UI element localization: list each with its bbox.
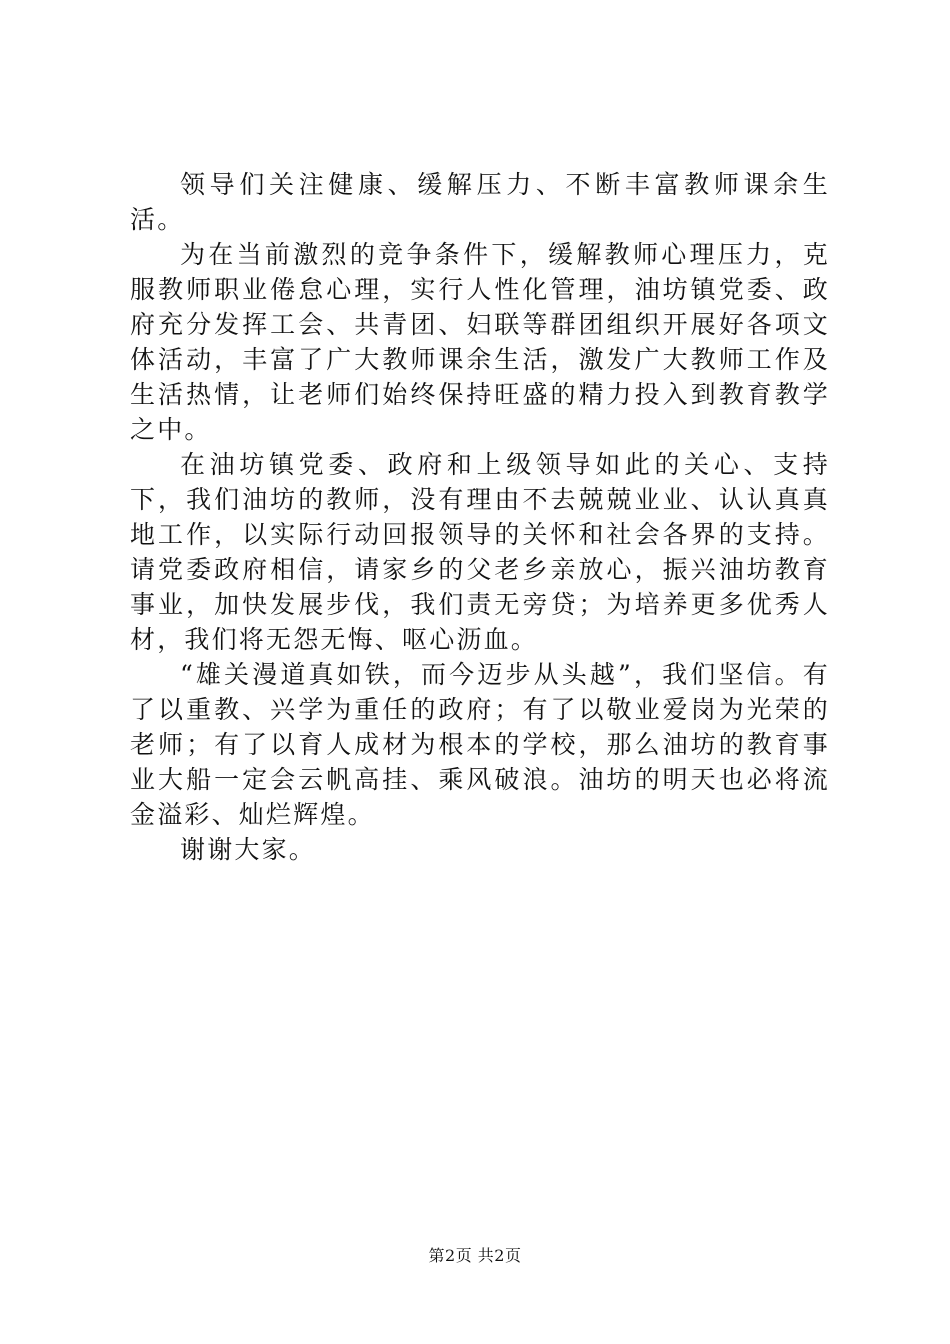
document-body — [130, 167, 830, 867]
paragraph: 谢谢大家。 — [180, 835, 317, 864]
paragraph: 为在当前激烈的竞争条件下，缓解教师心理压力，克服教师职业倦怠心理，实行人性化管理，油坊镇党委、政府充分发挥工会、共青团、妇联等群团组织开展好各项文体活动，丰富了广大教师课余生活，激发广大教师工作及生活热情，让老师们始终保持旺盛的精力投入到教育教学之中。 — [130, 240, 830, 444]
page-number-footer: 第2页 共2页 — [428, 1246, 522, 1265]
paragraph: 领导们关注健康、缓解压力、不断丰富教师课余生活。 — [130, 170, 830, 234]
paragraph: “雄关漫道真如铁，而今迈步从头越”，我们坚信。有了以重教、兴学为重任的政府；有了以敬业爱岗为光荣的老师；有了以育人成材为根本的学校，那么油坊的教育事业大船一定会云帆高挂、乘风破浪。油坊的明天也必将流金溢彩、灿烂辉煌。 — [130, 660, 830, 829]
paragraph: 在油坊镇党委、政府和上级领导如此的关心、支持下，我们油坊的教师，没有理由不去兢兢业业、认认真真地工作，以实际行动回报领导的关怀和社会各界的支持。请党委政府相信，请家乡的父老乡亲放心，振兴油坊教育事业，加快发展步伐，我们责无旁贷；为培养更多优秀人材，我们将无怨无悔、呕心沥血。 — [130, 450, 830, 654]
